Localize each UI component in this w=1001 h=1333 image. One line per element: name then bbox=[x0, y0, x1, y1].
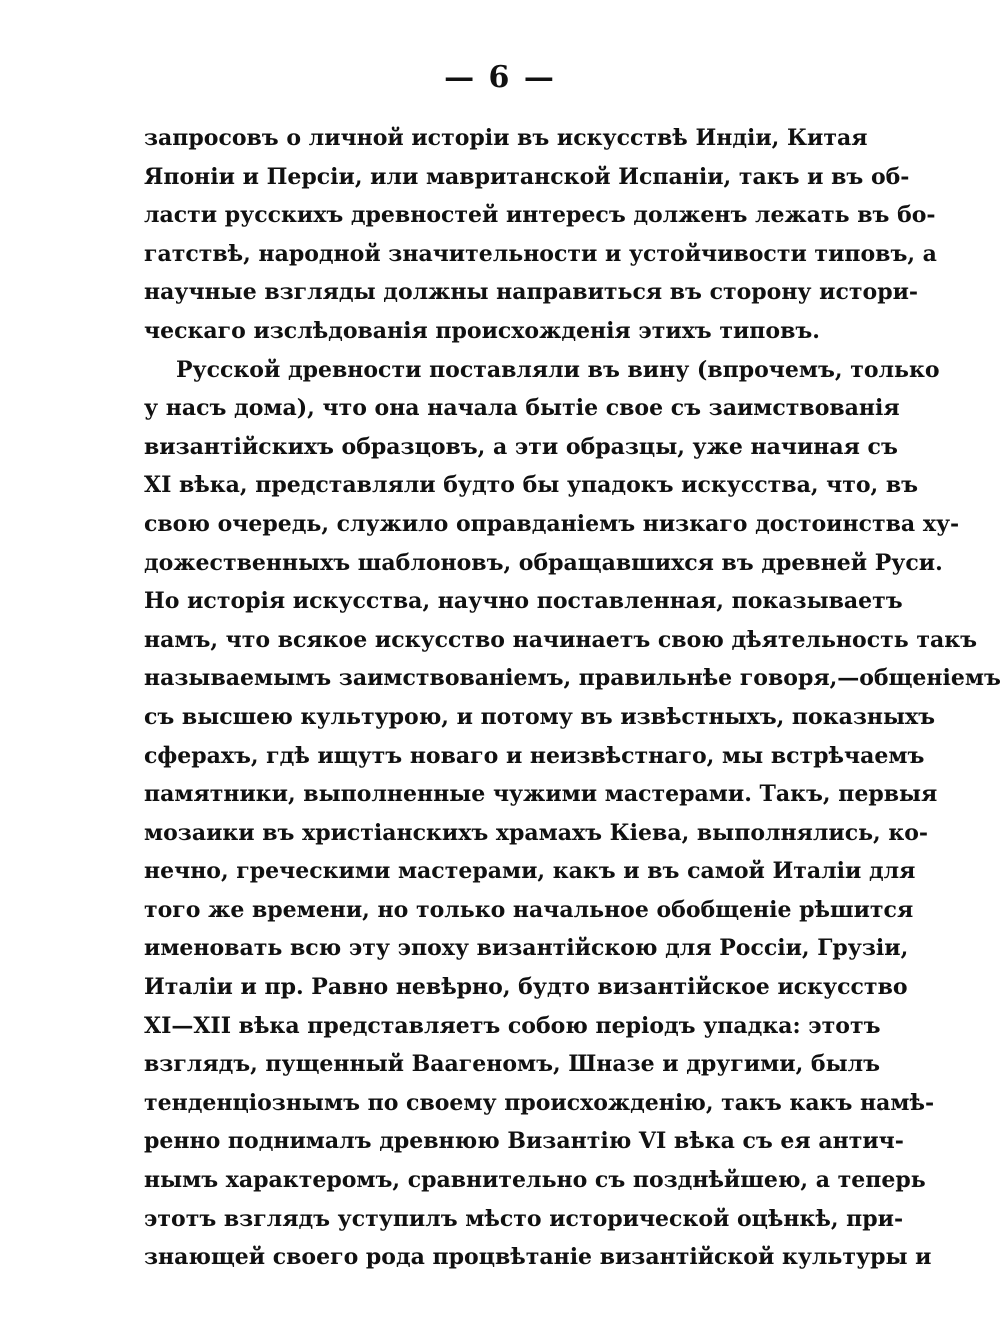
text-line: свою очередь, служило оправданіемъ низкаго достоинства ху- bbox=[144, 510, 960, 537]
text-line: XI вѣка, представляли будто бы упадокъ искусства, что, въ bbox=[144, 472, 919, 499]
text-line: намъ, что всякое искусство начинаетъ свою дѣятельность такъ bbox=[144, 626, 977, 653]
text-line: именовать всю эту эпоху византійскою для Россіи, Грузіи, bbox=[144, 935, 909, 962]
text-line: этотъ взглядъ уступилъ мѣсто исторической оцѣнкѣ, при- bbox=[144, 1205, 904, 1232]
text-line: дожественныхъ шаблоновъ, обращавшихся въ древней Руси. bbox=[144, 549, 943, 576]
text-line: нечно, греческими мастерами, какъ и въ самой Италіи для bbox=[144, 858, 916, 885]
text-line: запросовъ о личной исторіи въ искусствѣ Индіи, Китая bbox=[144, 125, 868, 151]
body-text bbox=[144, 119, 1001, 1277]
text-line: Но исторія искусства, научно поставленная, показываетъ bbox=[144, 588, 903, 615]
text-line: у насъ дома), что она начала бытіе свое съ заимствованія bbox=[144, 395, 900, 422]
text-line: XI—XII вѣка представляетъ собою періодъ упадка: этотъ bbox=[144, 1012, 881, 1039]
paragraph-end-line: ческаго изслѣдованія происхожденія этихъ типовъ. bbox=[144, 317, 820, 344]
text-line: Японіи и Персіи, или мавританской Испаніи, такъ и въ об- bbox=[144, 163, 910, 190]
text-line: знающей своего рода процвѣтаніе византійской культуры и bbox=[144, 1244, 932, 1271]
text-line: взглядъ, пущенный Ваагеномъ, Шназе и другими, былъ bbox=[144, 1051, 881, 1078]
text-line: того же времени, но только начальное обобщеніе рѣшится bbox=[144, 896, 914, 923]
text-line: сферахъ, гдѣ ищутъ новаго и неизвѣстнаго, мы встрѣчаемъ bbox=[144, 742, 925, 769]
text-line: мозаики въ христіанскихъ храмахъ Кіева, выполнялись, ко- bbox=[144, 819, 929, 846]
text-line: ренно поднималъ древнюю Византію VI вѣка съ ея антич- bbox=[144, 1128, 904, 1155]
text-line: называемымъ заимствованіемъ, правильнѣе говоря,—общеніемъ bbox=[144, 665, 1001, 692]
text-line: тенденціознымъ по своему происхожденію, такъ какъ намѣ- bbox=[144, 1089, 935, 1116]
paragraph-start-line: Русской древности поставляли въ вину (впрочемъ, только bbox=[176, 356, 940, 383]
text-line: византійскихъ образцовъ, а эти образцы, уже начиная съ bbox=[144, 433, 898, 460]
text-line: гатствѣ, народной значительности и устойчивости типовъ, а bbox=[144, 240, 937, 267]
text-line: памятники, выполненные чужими мастерами. Такъ, первыя bbox=[144, 781, 938, 808]
text-line: ласти русскихъ древностей интересъ долженъ лежать въ бо- bbox=[144, 202, 936, 229]
text-line: Италіи и пр. Равно невѣрно, будто византійское искусство bbox=[144, 974, 908, 1001]
text-line: съ высшею культурою, и потому въ извѣстныхъ, показныхъ bbox=[144, 703, 936, 730]
text-line: научные взгляды должны направиться въ сторону истори- bbox=[144, 279, 919, 306]
text-line: нымъ характеромъ, сравнительно съ позднѣйшею, а теперь bbox=[144, 1167, 926, 1194]
page-number: — 6 — bbox=[444, 60, 556, 95]
